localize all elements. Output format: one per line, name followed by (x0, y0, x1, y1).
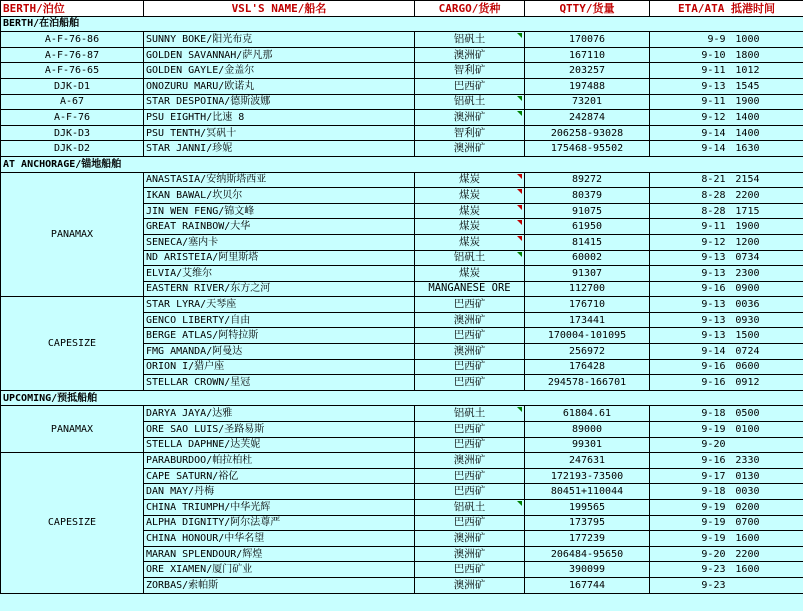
eta-time: 0912 (735, 377, 760, 389)
vessel-name-cell[interactable]: STELLAR CROWN/星冠 (144, 375, 415, 391)
vessel-name-cell[interactable]: CHINA HONOUR/中华名望 (144, 531, 415, 547)
cargo-text: 铝矾土 (453, 251, 486, 264)
cargo-cell[interactable] (415, 172, 525, 188)
cargo-text: 澳洲矿 (453, 531, 486, 544)
quantity-cell[interactable]: 80451+110044 (525, 484, 650, 500)
eta-time: 1400 (735, 111, 760, 123)
vessel-name-cell[interactable]: SUNNY BOKE/阳光布克 (144, 32, 415, 48)
eta-time: 1900 (735, 221, 760, 233)
cargo-cell[interactable] (415, 546, 525, 562)
eta-date: 8-21 (701, 174, 726, 186)
eta-time: 0734 (735, 252, 760, 264)
cargo-text: 智利矿 (453, 64, 486, 77)
cargo-cell[interactable] (415, 219, 525, 235)
eta-time: 0930 (735, 314, 760, 326)
cargo-text: 煤炭 (459, 266, 480, 279)
eta-date: 9-13 (701, 330, 726, 342)
cargo-text: 巴西矿 (453, 79, 486, 92)
eta-time: 0100 (735, 423, 760, 435)
eta-time: 1600 (735, 532, 760, 544)
cargo-text: 巴西矿 (453, 469, 486, 482)
cargo-cell[interactable] (415, 375, 525, 391)
eta-time: 1600 (735, 564, 760, 576)
cargo-text: 铝矾土 (453, 95, 486, 108)
eta-cell[interactable] (650, 546, 803, 562)
vessel-name-cell[interactable]: ANASTASIA/安纳斯塔西亚 (144, 172, 415, 188)
header-row (1, 1, 803, 17)
vessel-row[interactable] (1, 172, 803, 188)
eta-date: 9-14 (701, 127, 726, 139)
vessel-name-cell[interactable]: IKAN BAWAL/坎贝尔 (144, 188, 415, 204)
quantity-cell[interactable]: 242874 (525, 110, 650, 126)
vessel-row[interactable] (1, 47, 803, 63)
vessel-class-cell: PANAMAX (1, 406, 144, 453)
vessel-row[interactable] (1, 32, 803, 48)
cargo-cell[interactable] (415, 359, 525, 375)
eta-date: 9-11 (701, 65, 726, 77)
cargo-text: 澳洲矿 (453, 48, 486, 61)
cargo-text: 巴西矿 (453, 329, 486, 342)
eta-cell[interactable] (650, 32, 803, 48)
vessel-name-cell[interactable]: EASTERN RIVER/东方之河 (144, 281, 415, 297)
vessel-class-cell: PANAMAX (1, 172, 144, 297)
cargo-cell[interactable] (415, 312, 525, 328)
eta-time: 0724 (735, 345, 760, 357)
eta-time: 2200 (735, 189, 760, 201)
berth-cell[interactable]: DJK-D1 (1, 78, 144, 94)
vessel-name-cell[interactable]: ELVIA/艾维尔 (144, 266, 415, 282)
cargo-text: 巴西矿 (453, 298, 486, 311)
eta-cell[interactable] (650, 344, 803, 360)
quantity-cell[interactable]: 167744 (525, 577, 650, 593)
vessel-name-cell[interactable]: ORION I/猎户座 (144, 359, 415, 375)
eta-time: 1400 (735, 127, 760, 139)
quantity-cell[interactable]: 81415 (525, 234, 650, 250)
eta-cell[interactable] (650, 266, 803, 282)
cargo-cell[interactable] (415, 141, 525, 157)
eta-cell[interactable] (650, 234, 803, 250)
cargo-text: 巴西矿 (453, 376, 486, 389)
quantity-cell[interactable]: 175468-95502 (525, 141, 650, 157)
berth-cell[interactable]: A-F-76 (1, 110, 144, 126)
vessel-name-cell[interactable]: BERGE ATLAS/阿特拉斯 (144, 328, 415, 344)
quantity-cell[interactable]: 203257 (525, 63, 650, 79)
eta-time: 0036 (735, 299, 760, 311)
comment-marker-red-icon (517, 189, 522, 194)
vessel-name-cell[interactable]: JIN WEN FENG/锦文峰 (144, 203, 415, 219)
eta-date: 9-16 (701, 283, 726, 295)
vessel-name-cell[interactable]: SENECA/塞内卡 (144, 234, 415, 250)
eta-date: 9-9 (707, 33, 726, 45)
section-header-row (1, 156, 803, 172)
eta-time: 1012 (735, 65, 760, 77)
cargo-cell[interactable] (415, 234, 525, 250)
eta-time: 1500 (735, 330, 760, 342)
cargo-text: 澳洲矿 (453, 313, 486, 326)
eta-cell[interactable] (650, 437, 803, 453)
quantity-cell[interactable]: 294578-166701 (525, 375, 650, 391)
eta-date: 9-11 (701, 96, 726, 108)
comment-marker-green-icon (517, 407, 522, 412)
berth-cell[interactable]: A-F-76-86 (1, 32, 144, 48)
eta-date: 9-13 (701, 252, 726, 264)
cargo-text: 铝矾土 (453, 32, 486, 45)
eta-cell[interactable] (650, 125, 803, 141)
eta-date: 9-23 (701, 564, 726, 576)
cargo-text: 智利矿 (453, 126, 486, 139)
cargo-text: 煤炭 (459, 220, 480, 233)
cargo-text: 澳洲矿 (453, 142, 486, 155)
comment-marker-red-icon (517, 205, 522, 210)
cargo-cell[interactable] (415, 344, 525, 360)
eta-date: 9-12 (701, 236, 726, 248)
eta-date: 9-11 (701, 221, 726, 233)
quantity-cell[interactable]: 170076 (525, 32, 650, 48)
berth-cell[interactable]: DJK-D3 (1, 125, 144, 141)
eta-date: 9-19 (701, 501, 726, 513)
cargo-cell[interactable] (415, 531, 525, 547)
column-header-qtty: QTTY/货量 (525, 1, 650, 17)
vessel-name-cell[interactable]: STAR JANNI/珍妮 (144, 141, 415, 157)
eta-cell[interactable] (650, 188, 803, 204)
cargo-text: 澳洲矿 (453, 110, 486, 123)
cargo-cell[interactable] (415, 32, 525, 48)
cargo-cell[interactable] (415, 281, 525, 297)
vessel-name-cell[interactable]: ORE XIAMEN/厦门矿业 (144, 562, 415, 578)
eta-time: 2200 (735, 548, 760, 560)
eta-cell[interactable] (650, 63, 803, 79)
cargo-text: 巴西矿 (453, 563, 486, 576)
cargo-text: 澳洲矿 (453, 454, 486, 467)
eta-cell[interactable] (650, 406, 803, 422)
comment-marker-green-icon (517, 252, 522, 257)
vessel-row[interactable] (1, 141, 803, 157)
eta-date: 9-10 (701, 49, 726, 61)
eta-cell[interactable] (650, 94, 803, 110)
cargo-text: 澳洲矿 (453, 547, 486, 560)
eta-date: 8-28 (701, 205, 726, 217)
section-header-row (1, 16, 803, 32)
quantity-cell[interactable]: 173441 (525, 312, 650, 328)
vessel-name-cell[interactable]: PSU EIGHTH/比速 8 (144, 110, 415, 126)
cargo-cell[interactable] (415, 78, 525, 94)
quantity-cell[interactable]: 199565 (525, 500, 650, 516)
quantity-cell[interactable]: 206484-95650 (525, 546, 650, 562)
eta-cell[interactable] (650, 328, 803, 344)
quantity-cell[interactable]: 256972 (525, 344, 650, 360)
column-header-vessel: VSL'S NAME/船名 (144, 1, 415, 17)
eta-date: 8-28 (701, 189, 726, 201)
eta-date: 9-19 (701, 532, 726, 544)
quantity-cell[interactable]: 172193-73500 (525, 468, 650, 484)
section-title: UPCOMING/预抵船舶 (1, 390, 803, 406)
vessel-row[interactable] (1, 94, 803, 110)
quantity-cell[interactable]: 176428 (525, 359, 650, 375)
eta-time: 1800 (735, 49, 760, 61)
eta-cell[interactable] (650, 531, 803, 547)
berth-cell[interactable]: A-67 (1, 94, 144, 110)
cargo-text: 铝矾土 (453, 407, 486, 420)
comment-marker-red-icon (517, 174, 522, 179)
eta-date: 9-16 (701, 361, 726, 373)
quantity-cell[interactable]: 206258-93028 (525, 125, 650, 141)
quantity-cell[interactable]: 60002 (525, 250, 650, 266)
vessel-class-cell: CAPESIZE (1, 453, 144, 593)
eta-date: 9-23 (701, 579, 726, 591)
vessel-name-cell[interactable]: ORE SAO LUIS/圣路易斯 (144, 422, 415, 438)
cargo-text: MANGANESE ORE (428, 282, 511, 295)
quantity-cell[interactable]: 61804.61 (525, 406, 650, 422)
eta-time: 0600 (735, 361, 760, 373)
quantity-cell[interactable]: 99301 (525, 437, 650, 453)
quantity-cell[interactable]: 173795 (525, 515, 650, 531)
eta-time: 1200 (735, 236, 760, 248)
quantity-cell[interactable]: 91075 (525, 203, 650, 219)
eta-cell[interactable] (650, 141, 803, 157)
vessel-name-cell[interactable]: CHINA TRIUMPH/中华光辉 (144, 500, 415, 516)
cargo-cell[interactable] (415, 203, 525, 219)
comment-marker-red-icon (517, 236, 522, 241)
vessel-row[interactable] (1, 110, 803, 126)
cargo-text: 巴西矿 (453, 438, 486, 451)
vessel-class-cell: CAPESIZE (1, 297, 144, 391)
eta-cell[interactable] (650, 484, 803, 500)
cargo-text: 巴西矿 (453, 516, 486, 529)
eta-time: 2300 (735, 267, 760, 279)
vessel-name-cell[interactable]: ONOZURU MARU/欧诺丸 (144, 78, 415, 94)
vessel-name-cell[interactable]: ND ARISTEIA/阿里斯塔 (144, 250, 415, 266)
eta-cell[interactable] (650, 577, 803, 593)
quantity-cell[interactable]: 177239 (525, 531, 650, 547)
quantity-cell[interactable]: 176710 (525, 297, 650, 313)
cargo-text: 煤炭 (459, 235, 480, 248)
quantity-cell[interactable]: 73201 (525, 94, 650, 110)
quantity-cell[interactable]: 89000 (525, 422, 650, 438)
cargo-text: 巴西矿 (453, 485, 486, 498)
cargo-cell[interactable] (415, 266, 525, 282)
eta-cell[interactable] (650, 359, 803, 375)
eta-time: 0500 (735, 408, 760, 420)
vessel-name-cell[interactable]: STAR DESPOINA/德斯波娜 (144, 94, 415, 110)
cargo-cell[interactable] (415, 500, 525, 516)
eta-time: 0030 (735, 486, 760, 498)
quantity-cell[interactable]: 197488 (525, 78, 650, 94)
eta-cell[interactable] (650, 78, 803, 94)
cargo-cell[interactable] (415, 515, 525, 531)
comment-marker-green-icon (517, 96, 522, 101)
column-header-berth: BERTH/泊位 (1, 1, 144, 17)
eta-cell[interactable] (650, 375, 803, 391)
vessel-row[interactable] (1, 297, 803, 313)
eta-cell[interactable] (650, 312, 803, 328)
eta-time: 0130 (735, 470, 760, 482)
eta-date: 9-19 (701, 517, 726, 529)
vessel-row[interactable] (1, 63, 803, 79)
eta-cell[interactable] (650, 562, 803, 578)
eta-date: 9-13 (701, 267, 726, 279)
eta-date: 9-19 (701, 423, 726, 435)
eta-time: 2330 (735, 455, 760, 467)
eta-date: 9-14 (701, 143, 726, 155)
eta-time: 1000 (735, 33, 760, 45)
comment-marker-red-icon (517, 220, 522, 225)
vessel-name-cell[interactable]: DAN MAY/丹梅 (144, 484, 415, 500)
vessel-row[interactable] (1, 406, 803, 422)
quantity-cell[interactable]: 61950 (525, 219, 650, 235)
vessel-name-cell[interactable]: CAPE SATURN/裕亿 (144, 468, 415, 484)
comment-marker-green-icon (517, 111, 522, 116)
cargo-cell[interactable] (415, 94, 525, 110)
eta-date: 9-13 (701, 299, 726, 311)
eta-cell[interactable] (650, 110, 803, 126)
eta-date: 9-17 (701, 470, 726, 482)
cargo-text: 巴西矿 (453, 422, 486, 435)
eta-date: 9-18 (701, 486, 726, 498)
eta-time: 1900 (735, 96, 760, 108)
section-title: BERTH/在泊船舶 (1, 16, 803, 32)
cargo-cell[interactable] (415, 484, 525, 500)
schedule-body (1, 1, 803, 594)
cargo-cell[interactable] (415, 63, 525, 79)
vessel-name-cell[interactable]: ALPHA DIGNITY/阿尔法尊严 (144, 515, 415, 531)
eta-time: 2154 (735, 174, 760, 186)
eta-time: 0900 (735, 283, 760, 295)
cargo-cell[interactable] (415, 250, 525, 266)
vessel-name-cell[interactable]: GOLDEN GAYLE/金盖尔 (144, 63, 415, 79)
comment-marker-green-icon (517, 33, 522, 38)
eta-time: 0700 (735, 517, 760, 529)
quantity-cell[interactable]: 112700 (525, 281, 650, 297)
quantity-cell[interactable]: 80379 (525, 188, 650, 204)
eta-cell[interactable] (650, 47, 803, 63)
eta-cell[interactable] (650, 203, 803, 219)
cargo-text: 煤炭 (459, 188, 480, 201)
eta-cell[interactable] (650, 281, 803, 297)
cargo-text: 煤炭 (459, 173, 480, 186)
eta-time: 1630 (735, 143, 760, 155)
column-header-eta: ETA/ATA 抵港时间 (650, 1, 803, 17)
eta-cell[interactable] (650, 453, 803, 469)
section-header-row (1, 390, 803, 406)
column-header-cargo: CARGO/货种 (415, 1, 525, 17)
cargo-cell[interactable] (415, 577, 525, 593)
vessel-name-cell[interactable]: GREAT RAINBOW/大华 (144, 219, 415, 235)
vessel-name-cell[interactable]: MARAN SPLENDOUR/辉煌 (144, 546, 415, 562)
cargo-text: 澳洲矿 (453, 578, 486, 591)
cargo-cell[interactable] (415, 562, 525, 578)
cargo-cell[interactable] (415, 110, 525, 126)
eta-time: 1715 (735, 205, 760, 217)
cargo-cell[interactable] (415, 125, 525, 141)
berth-cell[interactable]: A-F-76-65 (1, 63, 144, 79)
berth-cell[interactable]: DJK-D2 (1, 141, 144, 157)
vessel-name-cell[interactable]: FMG AMANDA/阿曼达 (144, 344, 415, 360)
eta-time: 0200 (735, 501, 760, 513)
cargo-cell[interactable] (415, 406, 525, 422)
eta-time: 1545 (735, 80, 760, 92)
cargo-cell[interactable] (415, 468, 525, 484)
quantity-cell[interactable]: 89272 (525, 172, 650, 188)
vessel-name-cell[interactable]: PARABURDOO/帕拉柏杜 (144, 453, 415, 469)
eta-date: 9-16 (701, 377, 726, 389)
cargo-cell[interactable] (415, 47, 525, 63)
eta-cell[interactable] (650, 468, 803, 484)
comment-marker-green-icon (517, 501, 522, 506)
eta-cell[interactable] (650, 297, 803, 313)
cargo-cell[interactable] (415, 422, 525, 438)
vessel-name-cell[interactable]: PSU TENTH/冥矾十 (144, 125, 415, 141)
eta-date: 9-12 (701, 111, 726, 123)
eta-date: 9-20 (701, 548, 726, 560)
eta-date: 9-14 (701, 345, 726, 357)
section-title: AT ANCHORAGE/锚地船舶 (1, 156, 803, 172)
eta-cell[interactable] (650, 422, 803, 438)
vessel-name-cell[interactable]: GOLDEN SAVANNAH/萨凡那 (144, 47, 415, 63)
quantity-cell[interactable]: 390099 (525, 562, 650, 578)
cargo-cell[interactable] (415, 297, 525, 313)
eta-date: 9-16 (701, 455, 726, 467)
berth-cell[interactable]: A-F-76-87 (1, 47, 144, 63)
eta-date: 9-18 (701, 408, 726, 420)
quantity-cell[interactable]: 247631 (525, 453, 650, 469)
cargo-cell[interactable] (415, 328, 525, 344)
quantity-cell[interactable]: 170004-101095 (525, 328, 650, 344)
vessel-name-cell[interactable]: DARYA JAYA/达雅 (144, 406, 415, 422)
quantity-cell[interactable]: 167110 (525, 47, 650, 63)
cargo-text: 铝矾土 (453, 500, 486, 513)
vessel-row[interactable] (1, 78, 803, 94)
eta-cell[interactable] (650, 500, 803, 516)
cargo-text: 煤炭 (459, 204, 480, 217)
vessel-row[interactable] (1, 125, 803, 141)
vessel-name-cell[interactable]: STELLA DAPHNE/达芙妮 (144, 437, 415, 453)
eta-cell[interactable] (650, 515, 803, 531)
cargo-cell[interactable] (415, 188, 525, 204)
cargo-cell[interactable] (415, 453, 525, 469)
eta-cell[interactable] (650, 250, 803, 266)
eta-date: 9-13 (701, 314, 726, 326)
vessel-name-cell[interactable]: ZORBAS/索帕斯 (144, 577, 415, 593)
vessel-name-cell[interactable]: STAR LYRA/天琴座 (144, 297, 415, 313)
vessel-row[interactable] (1, 453, 803, 469)
eta-date: 9-13 (701, 80, 726, 92)
cargo-text: 澳洲矿 (453, 344, 486, 357)
eta-cell[interactable] (650, 219, 803, 235)
eta-cell[interactable] (650, 172, 803, 188)
vessel-name-cell[interactable]: GENCO LIBERTY/自由 (144, 312, 415, 328)
cargo-cell[interactable] (415, 437, 525, 453)
quantity-cell[interactable]: 91307 (525, 266, 650, 282)
cargo-text: 巴西矿 (453, 360, 486, 373)
eta-date: 9-20 (701, 439, 726, 451)
